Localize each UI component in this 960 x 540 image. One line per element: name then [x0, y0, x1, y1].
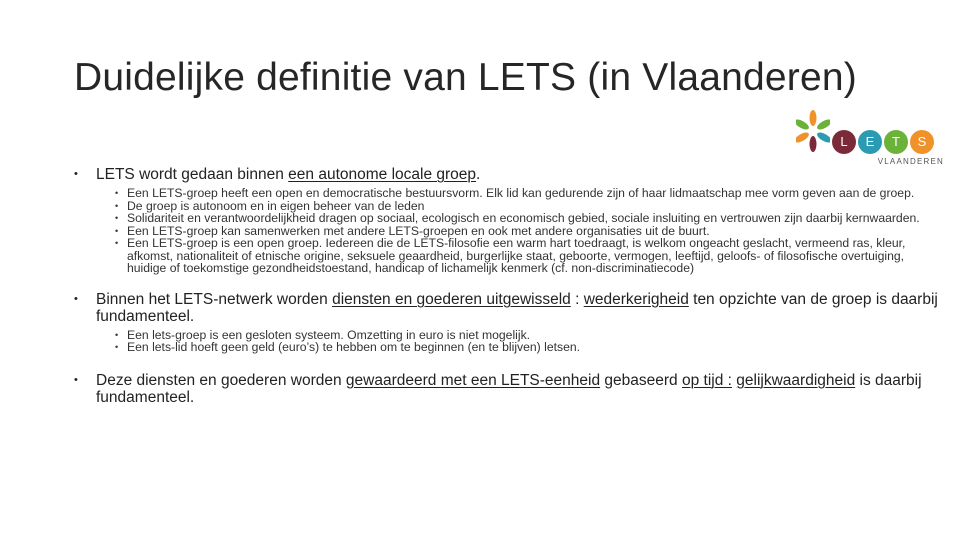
bullet-item: [60, 291, 940, 325]
bullet-marker: •: [115, 238, 119, 248]
bullet-text: is daarbij fundamenteel.: [96, 371, 922, 406]
underlined-text: diensten en goederen uitgewisseld: [332, 290, 571, 308]
logo-subtitle: VLAANDEREN: [877, 157, 944, 166]
underlined-text: op tijd :: [681, 371, 732, 389]
sub-bullet-text: Solidariteit en verantwoordelijkheid dragen op sociaal, ecologisch en economisch gebied, sociale insluiting en vertrouwen zijn daarbij kernwaarden.: [127, 211, 920, 225]
underlined-text: wederkerigheid: [583, 290, 689, 308]
sub-bullet-text: Een LETS-groep kan samenwerken met andere LETS-groepen en ook met andere organisaties uit de buurt.: [127, 223, 710, 238]
bullet-marker: •: [115, 188, 119, 198]
underlined-text: een autonome locale groep: [288, 166, 477, 183]
bullet-text: Binnen het LETS-netwerk worden: [96, 290, 333, 308]
bullet-text: LETS wordt gedaan binnen: [96, 166, 289, 183]
bullet-marker: •: [115, 200, 119, 211]
sub-bullet-text: Een lets-lid hoeft geen geld (euro’s) te hebben om te beginnen (en te blijven) letsen.: [127, 340, 581, 354]
bullet-marker: •: [115, 213, 119, 223]
logo-letter-t: T: [884, 130, 908, 154]
bullet-text: gebaseerd: [600, 371, 682, 389]
slide-title: Duidelijke definitie van LETS (in Vlaanderen): [74, 56, 857, 99]
underlined-text: gewaardeerd met een LETS-eenheid: [345, 371, 601, 389]
sub-bullet-item: [60, 237, 940, 275]
logo-letter-l: L: [832, 130, 856, 154]
bullet-item: [60, 372, 940, 406]
bullet-marker: •: [74, 168, 78, 180]
bullet-marker: •: [115, 342, 119, 352]
lets-vlaanderen-logo: [796, 108, 946, 168]
bullet-marker: •: [74, 373, 78, 386]
bullet-text: .: [476, 166, 481, 183]
bullet-item: [60, 166, 940, 183]
bullet-marker: •: [115, 225, 119, 236]
bullet-marker: •: [74, 292, 78, 305]
sub-bullet-text: Een lets-groep is een gesloten systeem. Omzetting in euro is niet mogelijk.: [127, 327, 531, 342]
sub-bullet-text: Een LETS-groep is een open groep. Iedereen die de LETS-filosofie een warm hart toedraagt, is welkom ongeacht geslacht, vermeend ras, kleur, afkomst, nationaliteit of etnische origine, seksuele geaardheid, burgerlijke staat, geboorte, vermogen, leeftijd, geloofs- of filosofische overtuiging, huidige of toekomstige gezondheidstoestand, handicap of lichamelijk kenmerk (cf. non-discriminatiecode): [127, 236, 906, 275]
logo-letter-e: E: [858, 130, 882, 154]
sunburst-icon: [796, 108, 830, 154]
bullet-list: [60, 166, 940, 406]
bullet-text: ten opzichte van de groep is daarbij fundamenteel.: [96, 290, 938, 325]
sub-bullet-item: [60, 341, 940, 354]
bullet-text: Deze diensten en goederen worden: [96, 371, 346, 389]
underlined-text: gelijkwaardigheid: [736, 371, 856, 389]
logo-letter-s: S: [910, 130, 934, 154]
bullet-marker: •: [115, 329, 119, 340]
sub-bullet-text: De groep is autonoom en in eigen beheer van de leden: [127, 198, 425, 213]
bullet-text: :: [570, 290, 584, 308]
sub-bullet-text: Een LETS-groep heeft een open en democratische bestuursvorm. Elk lid kan gedurende zijn of haar lidmaatschap mee vorm geven aan de groep.: [127, 186, 915, 200]
